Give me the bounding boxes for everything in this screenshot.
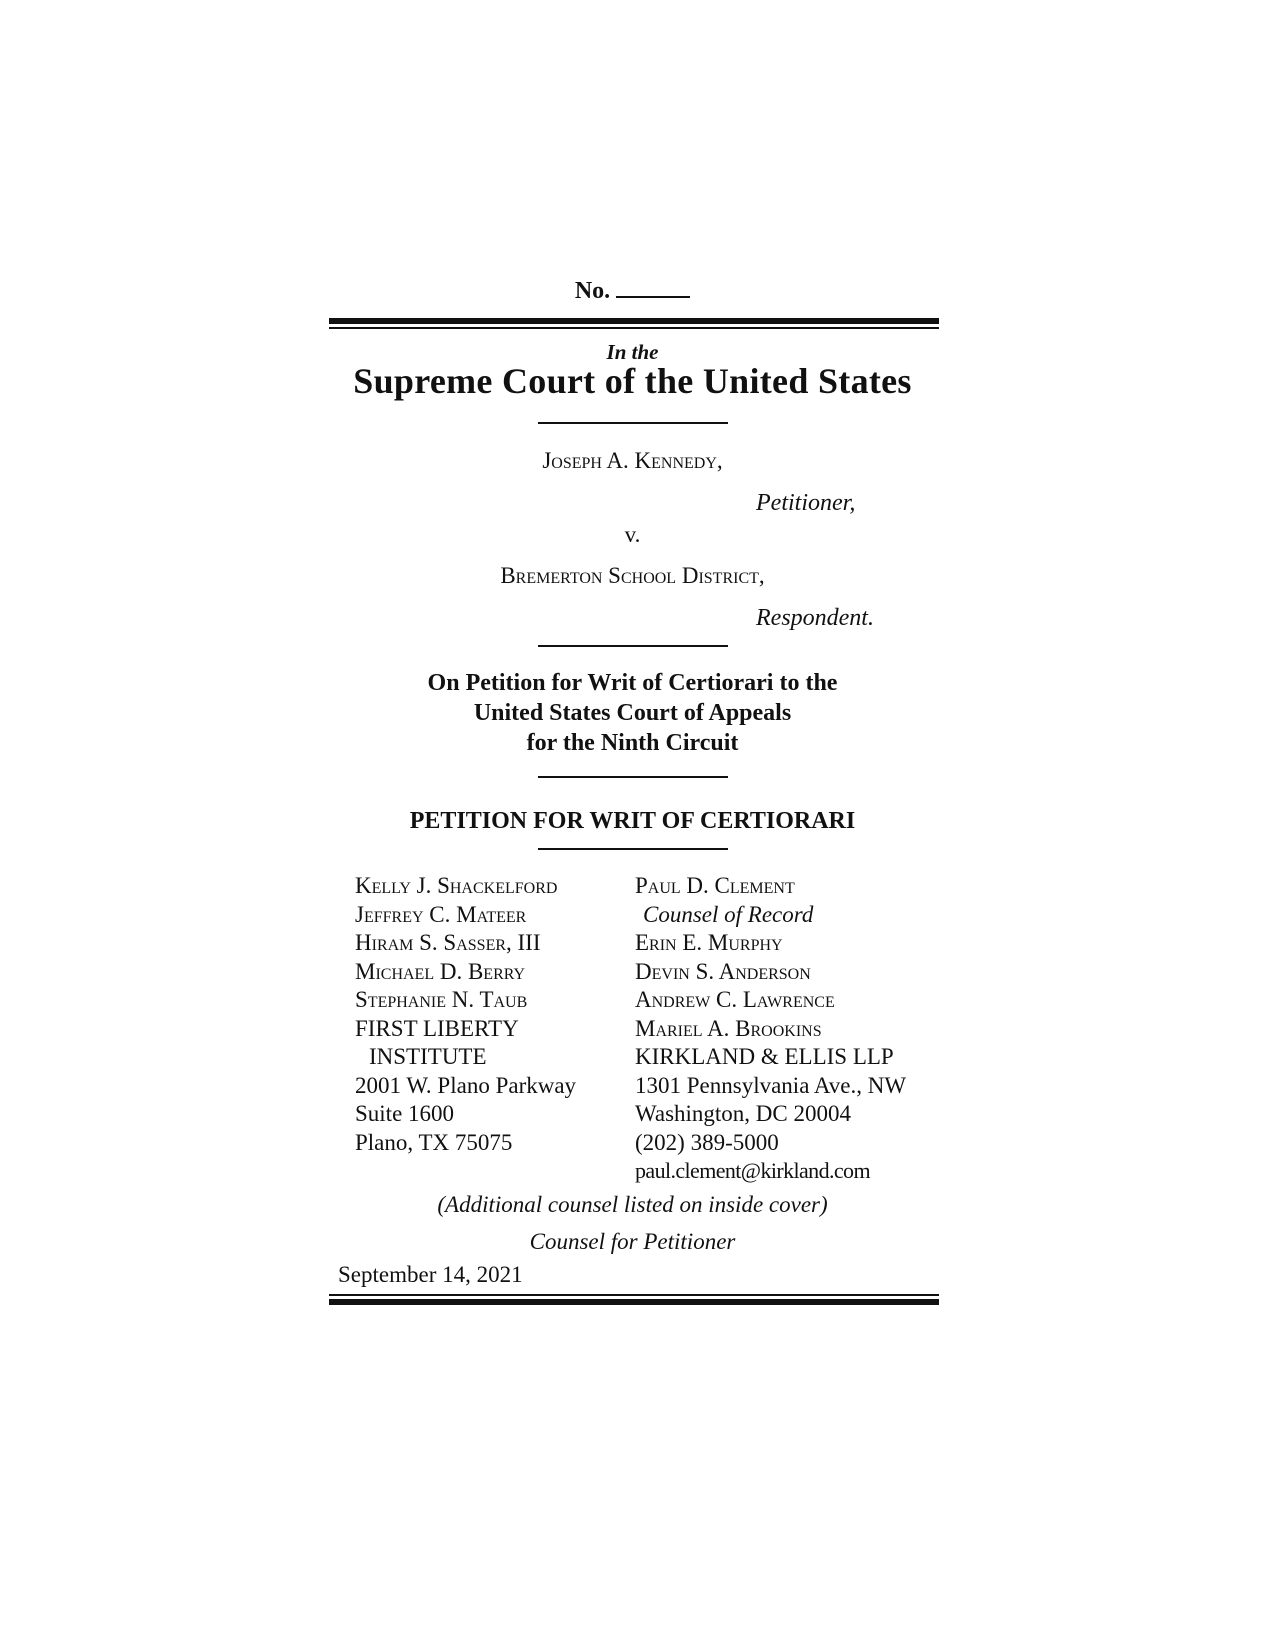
petitioner-name: Joseph A. Kennedy, bbox=[542, 448, 723, 473]
top-rule-thin bbox=[329, 327, 939, 329]
document-title: PETITION FOR WRIT OF CERTIORARI bbox=[409, 808, 856, 834]
counsel-name: Jeffrey C. Mateer bbox=[355, 901, 527, 927]
filing-date: September 14, 2021 bbox=[338, 1262, 523, 1287]
section-divider bbox=[538, 848, 728, 850]
address-line: 2001 W. Plano Parkway bbox=[355, 1072, 577, 1098]
docket-number-blank bbox=[616, 278, 690, 298]
on-petition-line: On Petition for Writ of Certiorari to the bbox=[427, 670, 838, 696]
phone-number: (202) 389-5000 bbox=[635, 1129, 779, 1155]
counsel-of-record-name: Paul D. Clement bbox=[635, 873, 795, 898]
bottom-rule-thin bbox=[329, 1294, 939, 1296]
docket-label: No. bbox=[574, 278, 611, 304]
respondent-role: Respondent. bbox=[756, 605, 874, 631]
section-divider bbox=[538, 776, 728, 778]
organization-name: INSTITUTE bbox=[369, 1044, 487, 1069]
counsel-name: Mariel A. Brookins bbox=[635, 1015, 822, 1041]
section-divider bbox=[538, 422, 728, 424]
docket-number bbox=[0, 278, 1265, 305]
address-line: 1301 Pennsylvania Ave., NW bbox=[635, 1072, 907, 1098]
counsel-of-record-label: Counsel of Record bbox=[643, 901, 814, 927]
additional-counsel-note: (Additional counsel listed on inside cover) bbox=[437, 1192, 828, 1217]
respondent-name: Bremerton School District, bbox=[500, 563, 765, 588]
address-line: Washington, DC 20004 bbox=[635, 1101, 852, 1126]
counsel-name: Kelly J. Shackelford bbox=[355, 873, 558, 898]
email-address: paul.clement@kirkland.com bbox=[635, 1158, 870, 1183]
petitioner-role: Petitioner, bbox=[756, 490, 856, 516]
counsel-for-petitioner: Counsel for Petitioner bbox=[529, 1229, 736, 1254]
counsel-name: Stephanie N. Taub bbox=[355, 987, 528, 1012]
on-petition-line: for the Ninth Circuit bbox=[526, 730, 739, 756]
court-prefix: In the bbox=[606, 340, 659, 364]
firm-name: KIRKLAND & ELLIS LLP bbox=[635, 1044, 894, 1069]
counsel-name: Erin E. Murphy bbox=[635, 930, 783, 955]
counsel-right-column bbox=[635, 872, 906, 1186]
counsel-name: Devin S. Anderson bbox=[635, 958, 811, 984]
counsel-left-column bbox=[355, 872, 576, 1157]
versus: v. bbox=[624, 522, 641, 547]
organization-name: FIRST LIBERTY bbox=[355, 1015, 519, 1041]
bottom-rule-thick bbox=[329, 1299, 939, 1305]
address-line: Suite 1600 bbox=[355, 1101, 455, 1126]
counsel-name: Andrew C. Lawrence bbox=[635, 987, 835, 1012]
top-rule-thick bbox=[329, 318, 939, 324]
section-divider bbox=[538, 645, 728, 647]
counsel-name: Hiram S. Sasser, III bbox=[355, 930, 541, 955]
court-name: Supreme Court of the United States bbox=[353, 361, 912, 401]
on-petition-heading bbox=[0, 668, 1265, 758]
on-petition-line: United States Court of Appeals bbox=[473, 700, 792, 726]
counsel-name: Michael D. Berry bbox=[355, 958, 526, 984]
address-line: Plano, TX 75075 bbox=[355, 1129, 513, 1155]
